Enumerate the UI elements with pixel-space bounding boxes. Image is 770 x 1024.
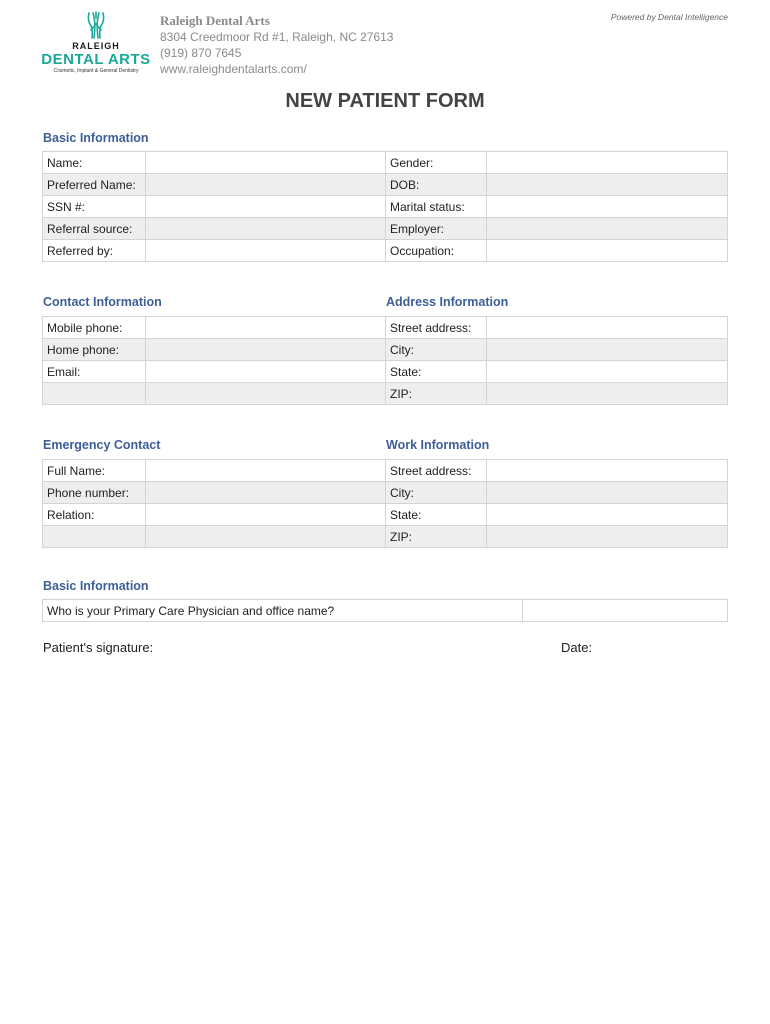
- home-phone-field[interactable]: [146, 339, 386, 361]
- field-label: [43, 383, 146, 405]
- emergency-phone-field[interactable]: [146, 482, 386, 504]
- field-label: Preferred Name:: [43, 174, 146, 196]
- contact-info-heading: Contact Information: [43, 295, 162, 309]
- table-row: [43, 361, 728, 383]
- powered-by: Powered by Dental Intelligence: [610, 12, 728, 22]
- field-label: ZIP:: [386, 526, 487, 548]
- table-row: [43, 196, 728, 218]
- table-row: [43, 174, 728, 196]
- field-label: State:: [386, 361, 487, 383]
- blank-field[interactable]: [146, 526, 386, 548]
- field-label: Employer:: [386, 218, 487, 240]
- referred-by-field[interactable]: [146, 240, 386, 262]
- ssn-field[interactable]: [146, 196, 386, 218]
- stylized-tooth-icon: [81, 10, 111, 40]
- table-row: [43, 600, 728, 622]
- emergency-relation-field[interactable]: [146, 504, 386, 526]
- dob-field[interactable]: [487, 174, 728, 196]
- state-field[interactable]: [487, 361, 728, 383]
- practice-logo: [40, 10, 152, 86]
- work-state-field[interactable]: [487, 504, 728, 526]
- field-label: Street address:: [386, 317, 487, 339]
- table-row: [43, 339, 728, 361]
- emergency-contact-heading: Emergency Contact: [43, 438, 161, 452]
- practice-name: Raleigh Dental Arts: [160, 13, 270, 28]
- form-title: NEW PATIENT FORM: [285, 90, 485, 112]
- emergency-work-table: [42, 459, 728, 548]
- field-label: State:: [386, 504, 487, 526]
- field-label: Mobile phone:: [43, 317, 146, 339]
- email-field[interactable]: [146, 361, 386, 383]
- practice-phone: (919) 870 7645: [160, 46, 242, 60]
- field-label: Gender:: [386, 152, 487, 174]
- field-label: City:: [386, 339, 487, 361]
- field-label: Marital status:: [386, 196, 487, 218]
- physician-field[interactable]: [523, 600, 728, 622]
- field-label: ZIP:: [386, 383, 487, 405]
- field-label: [43, 526, 146, 548]
- basic-info-table: [42, 151, 728, 262]
- field-label: Home phone:: [43, 339, 146, 361]
- logo-city: RALEIGH: [72, 41, 120, 51]
- field-label: Name:: [43, 152, 146, 174]
- table-row: [43, 482, 728, 504]
- field-label: Full Name:: [43, 460, 146, 482]
- practice-address: 8304 Creedmoor Rd #1, Raleigh, NC 27613: [160, 30, 394, 44]
- table-row: [43, 240, 728, 262]
- table-row: [43, 317, 728, 339]
- city-field[interactable]: [487, 339, 728, 361]
- employer-field[interactable]: [487, 218, 728, 240]
- table-row: [43, 526, 728, 548]
- table-row: [43, 460, 728, 482]
- field-label: DOB:: [386, 174, 487, 196]
- zip-field[interactable]: [487, 383, 728, 405]
- table-row: [43, 383, 728, 405]
- signature-label: Patient's signature:: [43, 640, 154, 655]
- referral-source-field[interactable]: [146, 218, 386, 240]
- preferred-name-field[interactable]: [146, 174, 386, 196]
- work-zip-field[interactable]: [487, 526, 728, 548]
- field-label: Email:: [43, 361, 146, 383]
- field-label: SSN #:: [43, 196, 146, 218]
- field-label: Street address:: [386, 460, 487, 482]
- field-label: Phone number:: [43, 482, 146, 504]
- address-info-heading: Address Information: [386, 295, 509, 309]
- basic-info-heading: Basic Information: [43, 131, 149, 145]
- work-city-field[interactable]: [487, 482, 728, 504]
- blank-field[interactable]: [146, 383, 386, 405]
- contact-address-table: [42, 316, 728, 405]
- name-field[interactable]: [146, 152, 386, 174]
- occupation-field[interactable]: [487, 240, 728, 262]
- work-street-address-field[interactable]: [487, 460, 728, 482]
- date-label: Date:: [561, 640, 593, 655]
- physician-question: Who is your Primary Care Physician and office name?: [43, 600, 523, 622]
- emergency-full-name-field[interactable]: [146, 460, 386, 482]
- field-label: Referral source:: [43, 218, 146, 240]
- practice-website[interactable]: www.raleighdentalarts.com/: [160, 62, 307, 76]
- practice-info: [160, 13, 393, 77]
- logo-tagline: Cosmetic, Implant & General Dentistry: [53, 68, 139, 74]
- logo-name: DENTAL ARTS: [41, 51, 151, 68]
- gender-field[interactable]: [487, 152, 728, 174]
- field-label: City:: [386, 482, 487, 504]
- field-label: Relation:: [43, 504, 146, 526]
- street-address-field[interactable]: [487, 317, 728, 339]
- physician-heading: Basic Information: [43, 579, 149, 593]
- marital-status-field[interactable]: [487, 196, 728, 218]
- table-row: [43, 504, 728, 526]
- mobile-phone-field[interactable]: [146, 317, 386, 339]
- physician-table: [42, 599, 728, 622]
- table-row: [43, 218, 728, 240]
- field-label: Referred by:: [43, 240, 146, 262]
- work-info-heading: Work Information: [386, 438, 490, 452]
- field-label: Occupation:: [386, 240, 487, 262]
- table-row: [43, 152, 728, 174]
